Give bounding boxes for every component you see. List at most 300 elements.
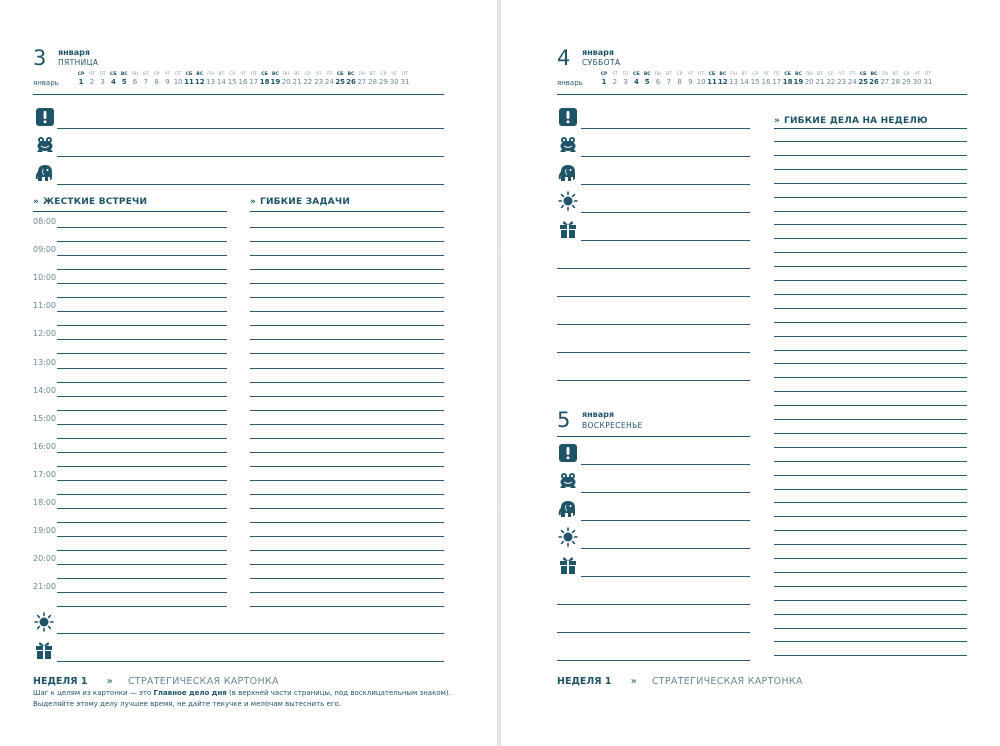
day5-gift-line[interactable]	[581, 576, 750, 577]
calendar-date: 11	[184, 78, 194, 86]
calendar-date: 24	[847, 78, 857, 86]
gift-task-line[interactable]	[57, 661, 444, 662]
calendar-date: 17	[249, 78, 259, 86]
calendar-date: 31	[923, 78, 933, 86]
calendar-weekday: ПН	[282, 72, 290, 77]
calendar-month-label: январь	[557, 79, 583, 87]
week-task-line[interactable]	[774, 419, 967, 420]
hour-label: 20:00	[33, 554, 57, 564]
week-task-line[interactable]	[774, 641, 967, 642]
week-task-line[interactable]	[774, 544, 967, 545]
hour-label: 10:00	[33, 273, 57, 283]
calendar-date: 13	[206, 78, 216, 86]
day4-line[interactable]	[557, 324, 750, 325]
calendar-date: 18	[782, 78, 793, 86]
calendar-weekday: ВТ	[892, 72, 899, 77]
day-number: 3	[33, 46, 47, 70]
calendar-date: 19	[793, 78, 804, 86]
calendar-weekday: СБ	[261, 72, 268, 77]
hour-label: 15:00	[33, 413, 57, 423]
week-task-line[interactable]	[774, 322, 967, 323]
footer-arrow: »	[106, 676, 113, 687]
calendar-weekday: ПН	[207, 72, 214, 77]
day5-elephant-line[interactable]	[581, 520, 750, 521]
calendar-date: 5	[121, 78, 127, 86]
calendar-weekday: СБ	[633, 72, 640, 77]
week-task-line[interactable]	[774, 489, 967, 490]
day5-header-rule	[557, 436, 750, 437]
header-rule	[557, 94, 967, 95]
day4-gift-line[interactable]	[581, 240, 750, 241]
meeting-slot-line[interactable]	[57, 255, 227, 256]
calendar-date: 22	[826, 78, 836, 86]
calendar-weekday: ВТ	[817, 72, 823, 77]
calendar-date: 25	[335, 78, 346, 86]
meeting-slot-line[interactable]	[57, 564, 227, 565]
week-task-line[interactable]	[774, 183, 967, 184]
meeting-slot-line[interactable]	[57, 311, 227, 312]
calendar-date: 8	[677, 78, 682, 86]
meeting-slot-line[interactable]	[57, 480, 227, 481]
calendar-date: 7	[666, 78, 672, 86]
calendar-weekday: СР	[600, 72, 608, 77]
hour-label: 21:00	[33, 582, 57, 592]
calendar-weekday: ПТ	[175, 72, 182, 77]
week-task-line[interactable]	[774, 502, 967, 503]
calendar-date: 31	[400, 78, 410, 86]
calendar-weekday: ПТ	[250, 72, 257, 77]
meeting-slot-line[interactable]	[57, 424, 227, 425]
calendar-date: 5	[644, 78, 650, 86]
note-text-2: (в верхней части страницы, под восклицательным знаком).	[226, 689, 451, 697]
meeting-slot-line[interactable]	[57, 382, 227, 383]
calendar-date: 20	[804, 78, 814, 86]
calendar-weekday: СР	[380, 72, 387, 77]
task-line[interactable]	[250, 410, 444, 411]
meeting-slot-line[interactable]	[57, 269, 227, 270]
calendar-weekday: ВТ	[741, 72, 748, 77]
week-task-line[interactable]	[774, 628, 967, 629]
hour-label: 17:00	[33, 469, 57, 479]
gift-icon	[558, 219, 578, 239]
calendar-weekday: ВТ	[369, 72, 376, 77]
task-line[interactable]	[250, 480, 444, 481]
calendar-weekday: ВТ	[218, 72, 225, 77]
calendar-weekday: ВТ	[142, 72, 149, 77]
calendar-date: 7	[143, 78, 149, 86]
week-task-line[interactable]	[774, 516, 967, 517]
calendar-weekday: СБ	[708, 72, 716, 77]
hard-meetings-title: » ЖЕСТКИЕ ВСТРЕЧИ	[33, 197, 148, 207]
calendar-date: 9	[688, 78, 693, 86]
meeting-slot-line[interactable]	[57, 508, 227, 509]
meeting-slot-line[interactable]	[57, 339, 227, 340]
hour-label: 13:00	[33, 357, 57, 367]
calendar-weekday: СР	[153, 72, 160, 77]
week-task-line[interactable]	[774, 211, 967, 212]
calendar-weekday: ПН	[881, 72, 889, 77]
task-line[interactable]	[250, 382, 444, 383]
calendar-date: 6	[132, 78, 138, 86]
calendar-weekday: ПН	[654, 72, 662, 77]
task-line[interactable]	[250, 606, 444, 607]
calendar-weekday: СР	[229, 72, 236, 77]
calendar-weekday: ЧТ	[763, 72, 769, 77]
day4-month: января	[582, 48, 614, 57]
meeting-slot-line[interactable]	[57, 578, 227, 579]
flexible-tasks-rule	[250, 211, 444, 212]
task-line[interactable]	[250, 368, 444, 369]
week-task-line[interactable]	[774, 600, 967, 601]
calendar-date: 21	[815, 78, 825, 86]
task-line[interactable]	[250, 396, 444, 397]
meeting-slot-line[interactable]	[57, 241, 227, 242]
meeting-slot-line[interactable]	[57, 297, 227, 298]
flexible-week-title: » ГИБКИЕ ДЕЛА НА НЕДЕЛЮ	[774, 116, 928, 126]
calendar-weekday: ЧТ	[391, 72, 398, 77]
day4-line[interactable]	[557, 296, 750, 297]
hour-label: 08:00	[33, 217, 57, 226]
task-line[interactable]	[250, 297, 444, 298]
week-task-line[interactable]	[774, 224, 967, 225]
calendar-date: 14	[216, 78, 226, 86]
week-task-line[interactable]	[774, 336, 967, 337]
meeting-slot-line[interactable]	[57, 410, 227, 411]
week-task-line[interactable]	[774, 252, 967, 253]
day4-line[interactable]	[557, 380, 750, 381]
frog-task-line[interactable]	[57, 156, 444, 157]
calendar-date: 26	[869, 78, 879, 86]
meeting-slot-line[interactable]	[57, 227, 227, 228]
calendar-date: 14	[739, 78, 749, 86]
day4-main-line[interactable]	[581, 128, 750, 129]
calendar-date: 30	[389, 78, 399, 86]
meeting-slot-line[interactable]	[57, 325, 227, 326]
day5-line[interactable]	[557, 632, 750, 633]
hour-label: 19:00	[33, 526, 57, 536]
meeting-slot-line[interactable]	[57, 522, 227, 523]
week-task-line[interactable]	[774, 363, 967, 364]
week-task-line[interactable]	[774, 141, 967, 142]
week-task-line[interactable]	[774, 614, 967, 615]
calendar-weekday: СР	[304, 72, 311, 77]
elephant-icon	[558, 163, 578, 183]
calendar-weekday: СР	[752, 72, 759, 77]
note-bold: Главное дело дня	[153, 689, 227, 697]
task-line[interactable]	[250, 536, 444, 537]
calendar-date: 4	[633, 78, 639, 86]
calendar-weekday: ЧТ	[240, 72, 246, 77]
task-line[interactable]	[250, 325, 444, 326]
calendar-weekday: ПН	[730, 72, 737, 77]
elephant-icon	[35, 163, 55, 183]
calendar-date: 15	[750, 78, 760, 86]
hour-label: 12:00	[33, 329, 57, 339]
task-line[interactable]	[250, 241, 444, 242]
calendar-weekday: ПТ	[401, 72, 409, 77]
calendar-date: 4	[110, 78, 116, 86]
week-task-line[interactable]	[774, 475, 967, 476]
calendar-date: 22	[303, 78, 313, 86]
calendar-weekday: СБ	[336, 72, 344, 77]
calendar-weekday: ПН	[131, 72, 139, 77]
task-line[interactable]	[250, 339, 444, 340]
calendar-date: 23	[314, 78, 324, 86]
calendar-date: 30	[912, 78, 922, 86]
day5-sun-line[interactable]	[581, 548, 750, 549]
calendar-weekday: ВС	[643, 72, 651, 77]
week-task-line[interactable]	[774, 405, 967, 406]
calendar-day[interactable]	[399, 72, 411, 87]
calendar-date: 29	[378, 78, 388, 86]
task-line[interactable]	[250, 438, 444, 439]
footer-note	[33, 688, 463, 710]
task-line[interactable]	[250, 494, 444, 495]
calendar-weekday: ВС	[795, 72, 802, 77]
footer	[33, 669, 279, 688]
calendar-weekday: ПТ	[622, 72, 629, 77]
calendar-date: 18	[259, 78, 270, 86]
task-line[interactable]	[250, 508, 444, 509]
calendar-weekday: ПТ	[924, 72, 932, 77]
calendar-weekday: ВС	[272, 72, 279, 77]
note-text-1: Шаг к целям из картонки — это	[33, 689, 154, 697]
calendar-weekday: ЧТ	[838, 72, 845, 77]
task-line[interactable]	[250, 578, 444, 579]
calendar-weekday: ЧТ	[687, 72, 694, 77]
week-task-line[interactable]	[774, 433, 967, 434]
calendar-weekday: ПТ	[849, 72, 856, 77]
task-line[interactable]	[250, 564, 444, 565]
week-task-line[interactable]	[774, 169, 967, 170]
calendar-date: 16	[238, 78, 248, 86]
calendar-date: 12	[194, 78, 205, 86]
task-line[interactable]	[250, 466, 444, 467]
exclamation-icon	[558, 443, 578, 463]
calendar-weekday: СБ	[110, 72, 117, 77]
task-line[interactable]	[250, 269, 444, 270]
calendar-date: 1	[601, 78, 607, 86]
meeting-slot-line[interactable]	[57, 606, 227, 607]
calendar-date: 19	[270, 78, 281, 86]
task-line[interactable]	[250, 452, 444, 453]
calendar-date: 25	[858, 78, 869, 86]
calendar-date: 24	[324, 78, 334, 86]
calendar-weekday: СР	[903, 72, 910, 77]
calendar-weekday: ВС	[719, 72, 727, 77]
calendar-date: 26	[346, 78, 356, 86]
meeting-slot-line[interactable]	[57, 396, 227, 397]
frog-icon	[558, 471, 578, 491]
calendar-date: 16	[761, 78, 771, 86]
week-task-line[interactable]	[774, 197, 967, 198]
calendar-weekday: ВТ	[294, 72, 300, 77]
week-label: НЕДЕЛЯ 1	[557, 676, 612, 687]
calendar-weekday: СР	[827, 72, 834, 77]
day5-frog-line[interactable]	[581, 492, 750, 493]
flexible-tasks-title: » ГИБКИЕ ЗАДАЧИ	[250, 197, 351, 207]
calendar-date: 27	[357, 78, 367, 86]
day4-sun-line[interactable]	[581, 212, 750, 213]
task-line[interactable]	[250, 353, 444, 354]
right-page	[501, 0, 1000, 746]
calendar-weekday: ВС	[196, 72, 204, 77]
flexible-week-label: ГИБКИЕ ДЕЛА НА НЕДЕЛЮ	[784, 116, 928, 126]
calendar-weekday: СР	[77, 72, 85, 77]
day4-elephant-line[interactable]	[581, 184, 750, 185]
gift-icon	[558, 555, 578, 575]
calendar-date: 12	[717, 78, 728, 86]
calendar-weekday: СБ	[859, 72, 867, 77]
day5-weekday: ВОСКРЕСЕНЬЕ	[582, 421, 643, 430]
task-line[interactable]	[250, 522, 444, 523]
sun-icon	[558, 191, 578, 211]
week-task-line[interactable]	[774, 447, 967, 448]
calendar-weekday: ПН	[358, 72, 366, 77]
day-month: января	[58, 48, 90, 57]
meeting-slot-line[interactable]	[57, 494, 227, 495]
week-label: НЕДЕЛЯ 1	[33, 676, 88, 687]
header-rule	[33, 94, 444, 95]
task-line[interactable]	[250, 283, 444, 284]
day4-line[interactable]	[557, 268, 750, 269]
calendar-day[interactable]	[922, 72, 934, 87]
week-task-line[interactable]	[774, 377, 967, 378]
day5-number: 5	[557, 408, 571, 432]
hour-label: 16:00	[33, 441, 57, 451]
meeting-slot-line[interactable]	[57, 592, 227, 593]
week-task-line[interactable]	[774, 586, 967, 587]
meeting-slot-line[interactable]	[57, 368, 227, 369]
day-weekday: ПЯТНИЦА	[58, 58, 99, 67]
meeting-slot-line[interactable]	[57, 438, 227, 439]
meeting-slot-line[interactable]	[57, 550, 227, 551]
calendar-weekday: ПТ	[773, 72, 780, 77]
strategic-card-link[interactable]: СТРАТЕГИЧЕСКАЯ КАРТОНКА	[651, 676, 803, 687]
footer-arrow: »	[630, 676, 637, 687]
hour-label: 11:00	[33, 301, 57, 311]
calendar-weekday: ПТ	[326, 72, 333, 77]
week-task-line[interactable]	[774, 238, 967, 239]
calendar-month-label: январь	[33, 79, 59, 87]
calendar-weekday: ПТ	[99, 72, 106, 77]
flexible-tasks-label: ГИБКИЕ ЗАДАЧИ	[260, 197, 351, 207]
left-page	[0, 0, 497, 746]
calendar-date: 8	[154, 78, 159, 86]
week-task-line[interactable]	[774, 308, 967, 309]
calendar-weekday: ВТ	[665, 72, 672, 77]
calendar-date: 3	[100, 78, 105, 86]
calendar-date: 10	[173, 78, 183, 86]
calendar-weekday: ВС	[870, 72, 878, 77]
calendar-date: 6	[655, 78, 661, 86]
task-line[interactable]	[250, 255, 444, 256]
calendar-date: 20	[281, 78, 291, 86]
calendar-date: 2	[612, 78, 618, 86]
meeting-slot-line[interactable]	[57, 536, 227, 537]
calendar-date: 21	[292, 78, 302, 86]
calendar-weekday: ВС	[120, 72, 128, 77]
sun-icon	[34, 612, 54, 632]
calendar-weekday: ЧТ	[914, 72, 921, 77]
calendar-date: 23	[837, 78, 847, 86]
week-task-line[interactable]	[774, 280, 967, 281]
day5-line[interactable]	[557, 660, 750, 661]
week-task-line[interactable]	[774, 530, 967, 531]
day5-main-line[interactable]	[581, 464, 750, 465]
frog-icon	[558, 135, 578, 155]
task-line[interactable]	[250, 311, 444, 312]
week-task-line[interactable]	[774, 350, 967, 351]
task-line[interactable]	[250, 550, 444, 551]
flexible-week-rule	[774, 128, 967, 129]
day5-month: января	[582, 410, 614, 419]
day4-number: 4	[557, 46, 571, 70]
calendar-date: 28	[368, 78, 378, 86]
day4-frog-line[interactable]	[581, 156, 750, 157]
task-line[interactable]	[250, 592, 444, 593]
calendar-weekday: СБ	[784, 72, 791, 77]
calendar-date: 3	[623, 78, 628, 86]
elephant-icon	[558, 499, 578, 519]
calendar-date: 11	[707, 78, 717, 86]
hour-label: 09:00	[33, 245, 57, 255]
week-task-line[interactable]	[774, 461, 967, 462]
frog-icon	[35, 135, 55, 155]
week-task-line[interactable]	[774, 294, 967, 295]
gift-icon	[34, 640, 54, 660]
main-task-line[interactable]	[57, 128, 444, 129]
hard-meetings-label: ЖЕСТКИЕ ВСТРЕЧИ	[43, 197, 148, 207]
calendar-weekday: ЧТ	[315, 72, 322, 77]
elephant-task-line[interactable]	[57, 184, 444, 185]
week-task-line[interactable]	[774, 266, 967, 267]
week-task-line[interactable]	[774, 558, 967, 559]
meeting-slot-line[interactable]	[57, 283, 227, 284]
calendar-date: 13	[729, 78, 739, 86]
day5-line[interactable]	[557, 604, 750, 605]
calendar-weekday: ЧТ	[164, 72, 171, 77]
week-task-line[interactable]	[774, 655, 967, 656]
week-task-line[interactable]	[774, 155, 967, 156]
week-task-line[interactable]	[774, 572, 967, 573]
meeting-slot-line[interactable]	[57, 466, 227, 467]
meeting-slot-line[interactable]	[57, 452, 227, 453]
day4-weekday: СУББОТА	[582, 58, 621, 67]
calendar-weekday: СБ	[185, 72, 193, 77]
task-line[interactable]	[250, 424, 444, 425]
week-task-line[interactable]	[774, 391, 967, 392]
calendar-date: 9	[165, 78, 170, 86]
calendar-weekday: ПТ	[698, 72, 705, 77]
day4-line[interactable]	[557, 352, 750, 353]
hour-label: 14:00	[33, 385, 57, 395]
calendar-date: 17	[772, 78, 782, 86]
exclamation-icon	[558, 107, 578, 127]
exclamation-icon	[35, 107, 55, 127]
calendar-date: 2	[89, 78, 95, 86]
calendar-date: 1	[78, 78, 84, 86]
calendar-date: 27	[880, 78, 890, 86]
calendar-weekday: ВС	[347, 72, 355, 77]
calendar-weekday: СР	[676, 72, 683, 77]
meeting-slot-line[interactable]	[57, 353, 227, 354]
footer	[557, 669, 803, 688]
sun-task-line[interactable]	[57, 633, 444, 634]
task-line[interactable]	[250, 227, 444, 228]
hard-meetings-rule	[33, 211, 227, 212]
strategic-card-link[interactable]: СТРАТЕГИЧЕСКАЯ КАРТОНКА	[127, 676, 279, 687]
